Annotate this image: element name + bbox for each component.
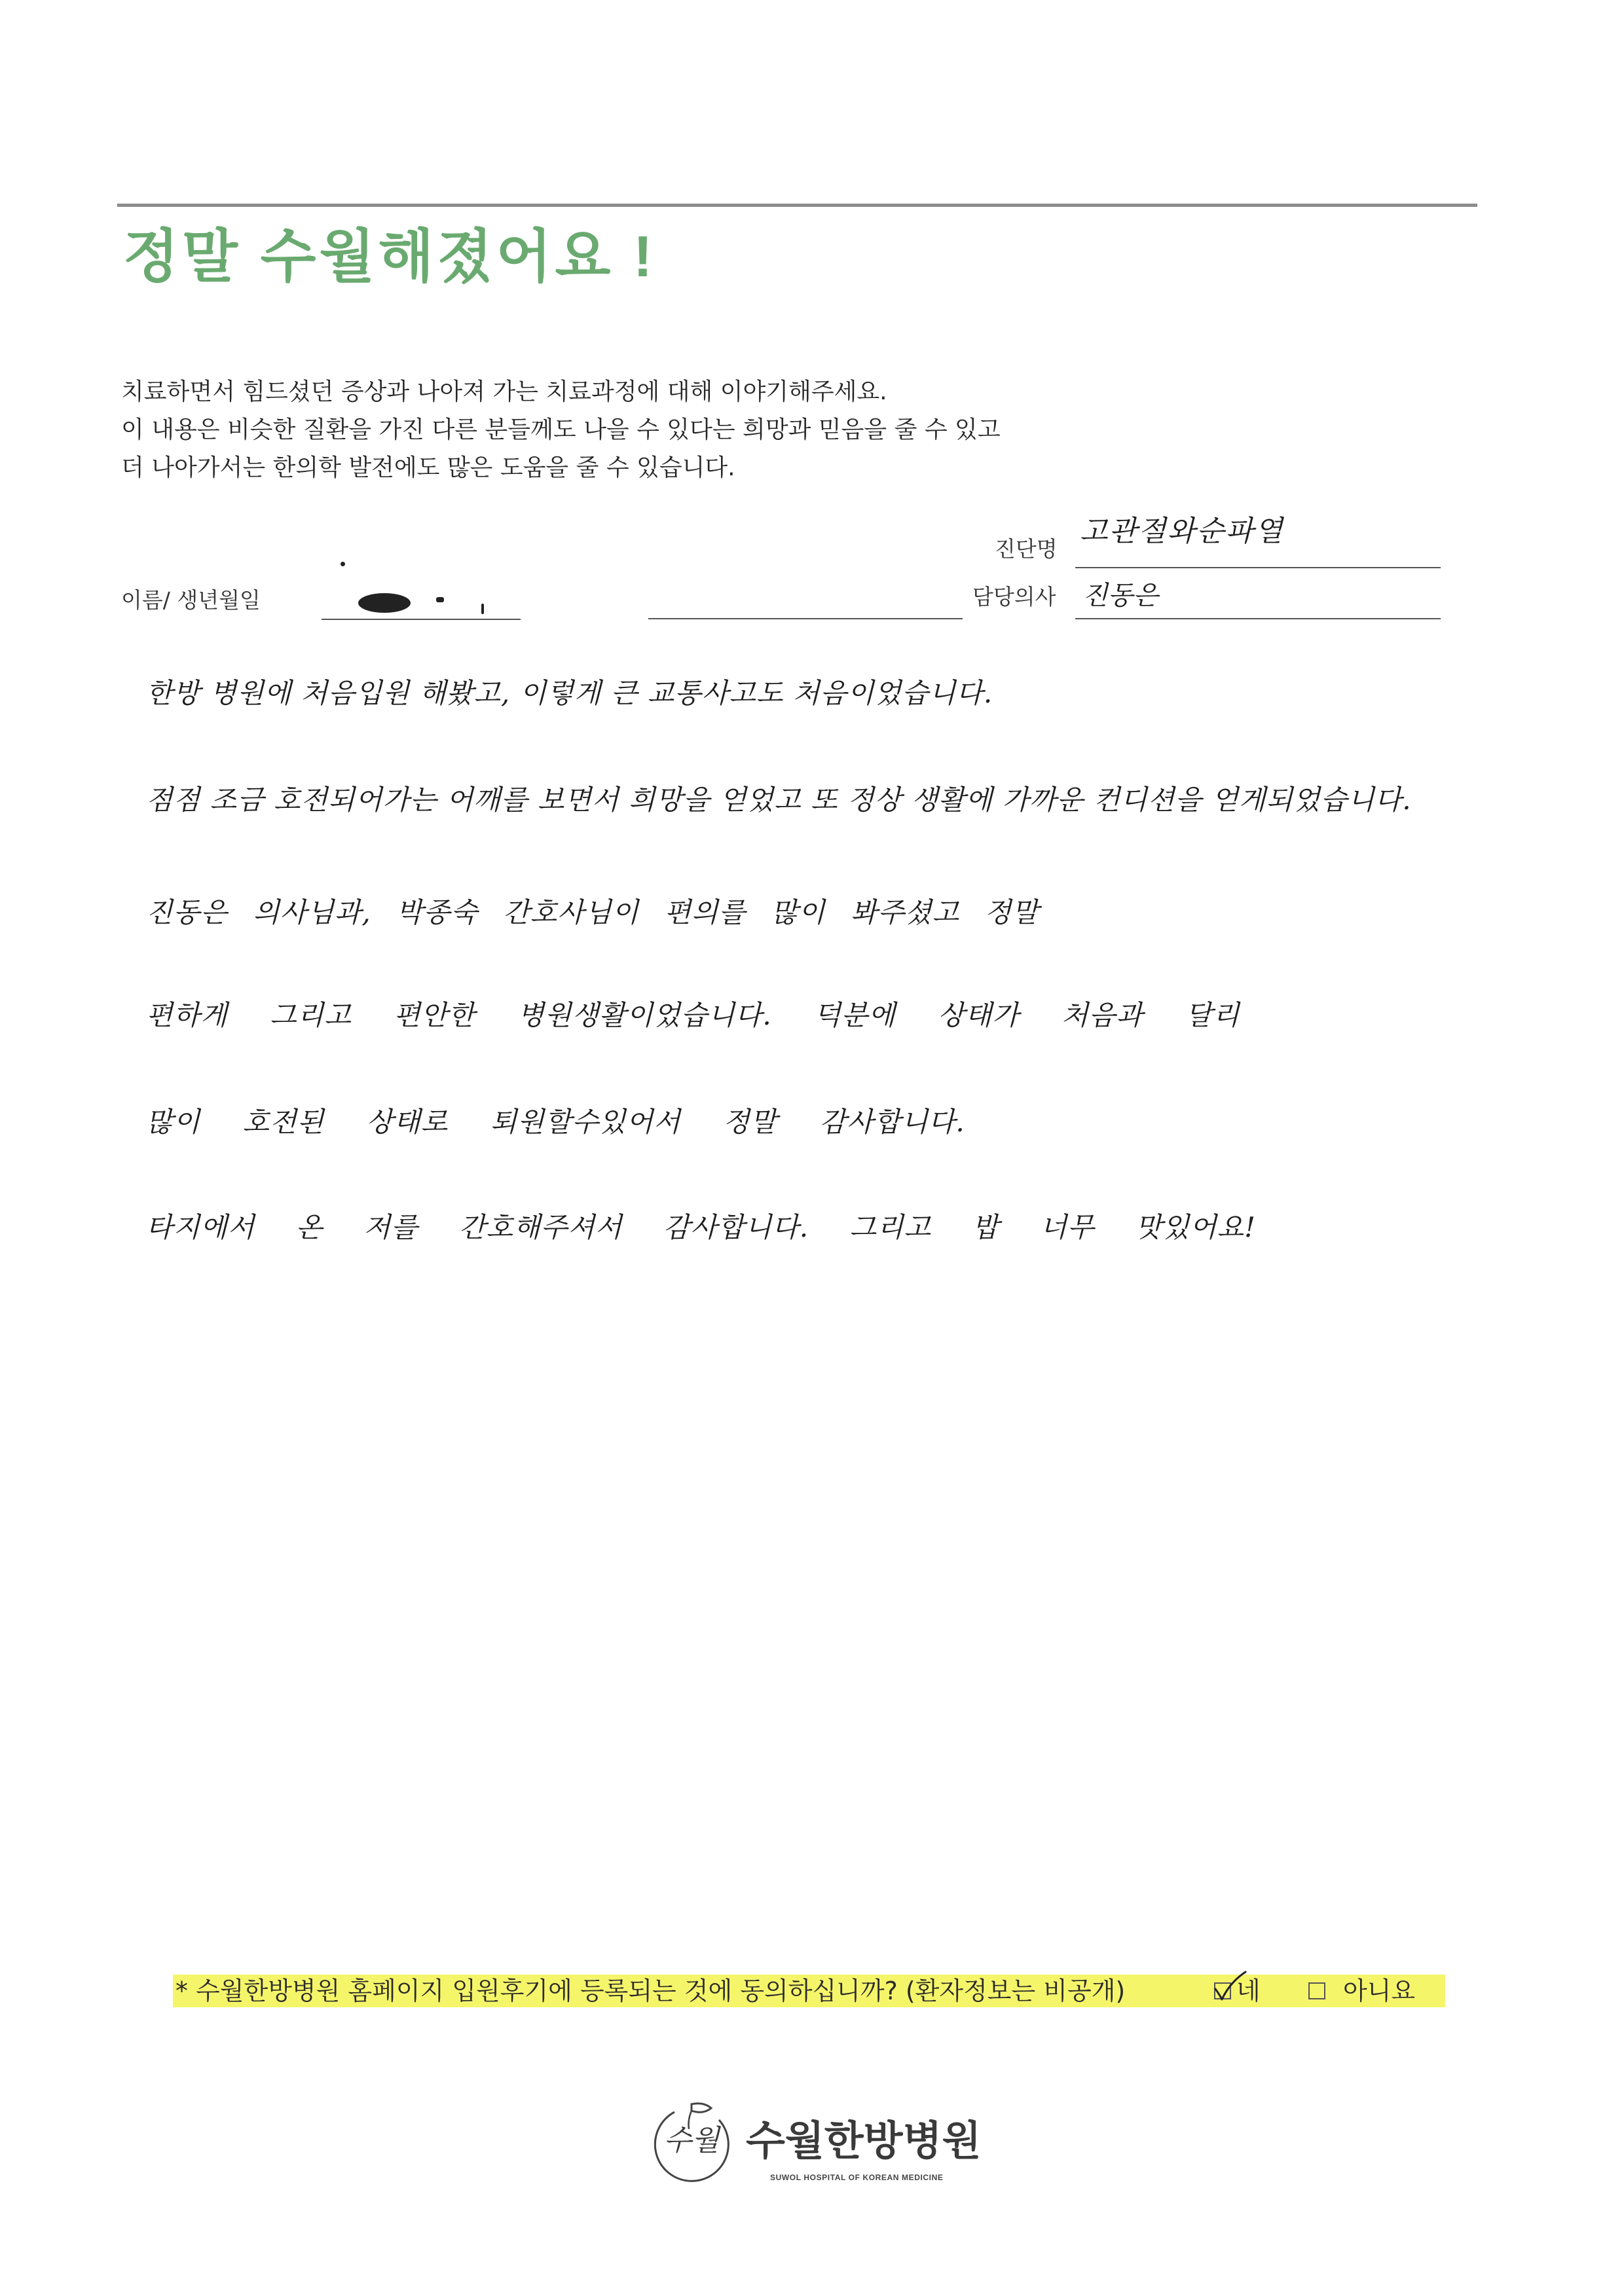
diagnosis-label: 진단명	[995, 536, 1058, 562]
testimonial-line: 한방 병원에 처음입원 해봤고, 이렇게 큰 교통사고도 처음이었습니다.	[146, 677, 993, 709]
top-divider	[117, 204, 1477, 207]
testimonial-line: 타지에서 온 저를 간호해주셔서 감사합니다. 그리고 밥 너무 맛있어요!	[146, 1211, 1257, 1243]
consent-yes-checkbox[interactable]	[1214, 1982, 1231, 1999]
testimonial-line: 많이 호전된 상태로 퇴원할수있어서 정말 감사합니다.	[146, 1106, 965, 1138]
hospital-logo-emblem	[648, 2100, 735, 2187]
testimonial-line: 진동은 의사님과, 박종숙 간호사님이 편의를 많이 봐주셨고 정말	[146, 896, 1039, 928]
hospital-name-english: SUWOL HOSPITAL OF KOREAN MEDICINE	[770, 2173, 944, 2182]
consent-yes-label: 네	[1236, 1977, 1261, 2005]
consent-no-label: 아니요	[1343, 1977, 1416, 2005]
intro-line: 더 나아가서는 한의학 발전에도 많은 도움을 줄 수 있습니다.	[121, 454, 735, 481]
doctor-label: 담당의사	[972, 584, 1056, 610]
hospital-name: 수월한방병원	[746, 2119, 982, 2164]
diagnosis-value: 고관절와순파열	[1080, 515, 1284, 548]
diagnosis-underline	[1075, 567, 1441, 568]
page-title: 정말 수월해졌어요 !	[123, 224, 656, 289]
intro-paragraph	[121, 373, 1001, 487]
doctor-value: 진동은	[1082, 581, 1158, 611]
name-underline	[322, 619, 521, 620]
testimonial-line: 편하게 그리고 편안한 병원생활이었습니다. 덕분에 상태가 처음과 달리	[146, 999, 1240, 1031]
testimonial-line: 점점 조금 호전되어가는 어깨를 보면서 희망을 얻었고 또 정상 생활에 가까운 컨디션을 얻게되었습니다.	[146, 784, 1412, 816]
doctor-underline	[1075, 618, 1441, 619]
consent-no-checkbox[interactable]	[1308, 1982, 1325, 1999]
logo-emblem-text: 수월	[663, 2124, 720, 2157]
consent-question: * 수월한방병원 홈페이지 입원후기에 등록되는 것에 동의하십니까? (환자정보는 비공개)	[175, 1977, 1126, 2005]
intro-line: 치료하면서 힘드셨던 증상과 나아져 가는 치료과정에 대해 이야기해주세요.	[121, 378, 887, 405]
name-dob-label: 이름/ 생년월일	[121, 587, 261, 613]
intro-line: 이 내용은 비슷한 질환을 가진 다른 분들께도 나을 수 있다는 희망과 믿음을 줄 수 있고	[121, 416, 1001, 443]
name-redaction	[322, 556, 521, 617]
dob-underline	[648, 618, 963, 619]
